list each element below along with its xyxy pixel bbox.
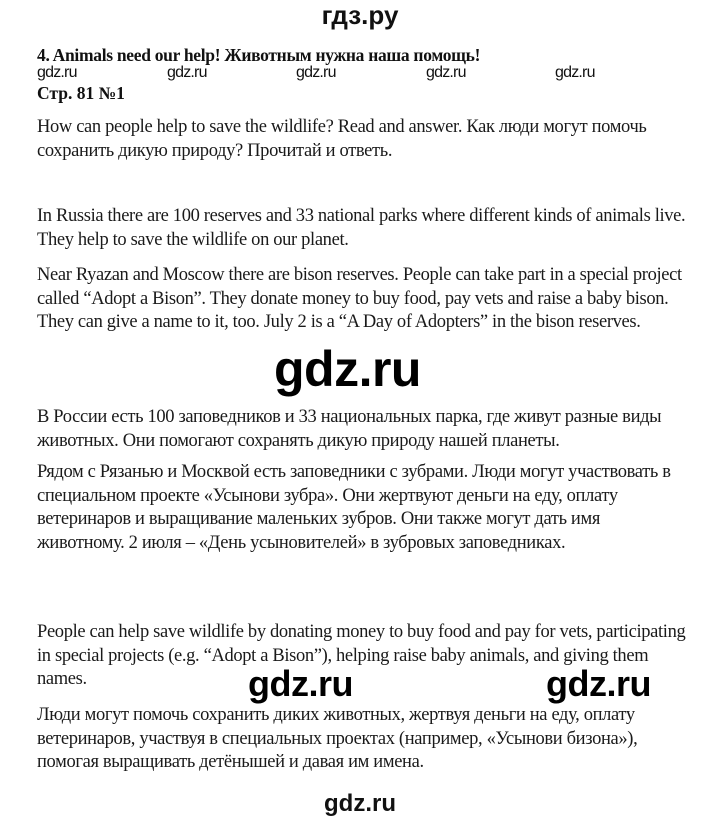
watermark-small: gdz.ru (167, 64, 207, 81)
exercise-heading: 4. Animals need our help! Животным нужна наша помощь! (37, 45, 481, 65)
watermark-small: gdz.ru (37, 64, 77, 81)
text-english-paragraph-1: In Russia there are 100 reserves and 33 national parks where different kinds of animals live. They help to save the wildlife on our planet. (37, 206, 686, 250)
watermark-large: gdz.ru (248, 663, 353, 704)
page-reference: Стр. 81 №1 (37, 83, 125, 103)
watermark-large: gdz.ru (274, 341, 421, 397)
watermark-small: gdz.ru (555, 64, 595, 81)
text-russian-paragraph-1: В России есть 100 заповедников и 33 национальных парка, где живут разные виды животных. Они помогают сохранять дикую природу нашей планеты. (37, 407, 662, 451)
watermark-bottom: gdz.ru (324, 790, 396, 817)
answer-english: People can help save wildlife by donating money to buy food and pay for vets, participating in special projects (e.g. “Adopt a Bison”), helping raise baby animals, and giving them names. (37, 622, 686, 689)
text-russian-paragraph-2: Рядом с Рязанью и Москвой есть заповедники с зубрами. Люди могут участвовать в специальном проекте «Усынови зубра». Они жертвуют деньги на еду, оплату ветеринаров и выращивание маленьких зубров. Они также могут дать имя животному. 2 июля – «День усыновителей» в зубровых заповедниках. (37, 462, 671, 553)
watermark-small: gdz.ru (296, 64, 336, 81)
watermark-large: gdz.ru (546, 663, 651, 704)
site-title: гдз.ру (321, 0, 399, 30)
answer-russian: Люди могут помочь сохранить диких животных, жертвуя деньги на еду, оплату ветеринаров, участвуя в специальных проектах (например, «Усынови бизона»), помогая выращивать детёнышей и давая им имена. (37, 705, 638, 772)
watermark-small: gdz.ru (426, 64, 466, 81)
task-text: How can people help to save the wildlife? Read and answer. Как люди могут помочь сохранить дикую природу? Прочитай и ответь. (37, 117, 647, 161)
text-english-paragraph-2: Near Ryazan and Moscow there are bison reserves. People can take part in a special project called “Adopt a Bison”. They donate money to buy food, pay vets and raise a baby bison. They can give a name to it, too. July 2 is a “A Day of Adopters” in the bison reserves. (37, 265, 682, 332)
